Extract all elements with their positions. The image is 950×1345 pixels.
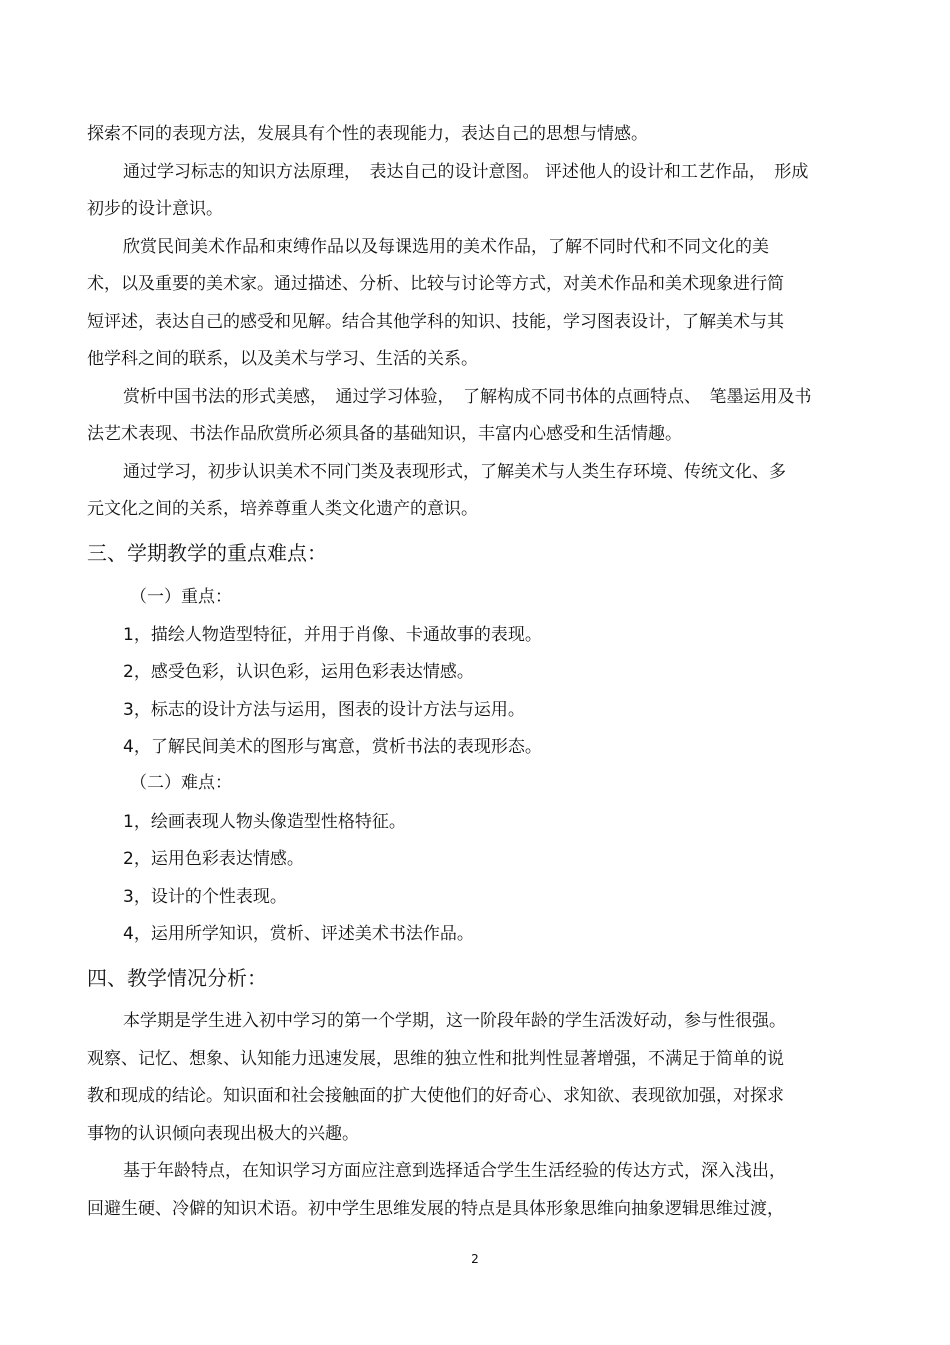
subsection-label: （二）难点： — [130, 773, 232, 793]
paragraph-line: 观察、记忆、想象、认知能力迅速发展，思维的独立性和批判性显著增强，不满足于简单的说 — [87, 1049, 784, 1069]
list-item: 2，感受色彩，认识色彩，运用色彩表达情感。 — [123, 662, 474, 682]
paragraph-line: 事物的认识倾向表现出极大的兴趣。 — [87, 1124, 359, 1144]
paragraph-line: 法艺术表现、书法作品欣赏所必须具备的基础知识，丰富内心感受和生活情趣。 — [87, 424, 682, 444]
section-heading: 三、学期教学的重点难点： — [87, 541, 327, 565]
paragraph-line: 欣赏民间美术作品和束缚作品以及每课选用的美术作品，了解不同时代和不同文化的美 — [123, 237, 769, 257]
section-heading: 四、教学情况分析： — [87, 966, 267, 990]
paragraph-line: 本学期是学生进入初中学习的第一个学期，这一阶段年龄的学生活泼好动，参与性很强。 — [123, 1011, 786, 1031]
list-item: 4，运用所学知识，赏析、评述美术书法作品。 — [123, 924, 474, 944]
list-item: 2，运用色彩表达情感。 — [123, 849, 304, 869]
paragraph-line: 回避生硬、冷僻的知识术语。初中学生思维发展的特点是具体形象思维向抽象逻辑思维过渡， — [87, 1199, 784, 1219]
paragraph-line: 通过学习，初步认识美术不同门类及表现形式，了解美术与人类生存环境、传统文化、多 — [123, 462, 786, 482]
page-number: 2 — [471, 1252, 479, 1266]
paragraph-line: 基于年龄特点，在知识学习方面应注意到选择适合学生生活经验的传达方式，深入浅出， — [123, 1161, 786, 1181]
list-item: 3，标志的设计方法与运用，图表的设计方法与运用。 — [123, 700, 525, 720]
paragraph-line: 赏析中国书法的形式美感， 通过学习体验， 了解构成不同书体的点画特点、 笔墨运用及书 — [123, 387, 812, 407]
paragraph-line: 探索不同的表现方法，发展具有个性的表现能力，表达自己的思想与情感。 — [87, 124, 648, 144]
subsection-label: （一）重点： — [130, 587, 232, 607]
paragraph-line: 教和现成的结论。知识面和社会接触面的扩大使他们的好奇心、求知欲、表现欲加强，对探求 — [87, 1086, 784, 1106]
paragraph-line: 他学科之间的联系，以及美术与学习、生活的关系。 — [87, 349, 478, 369]
list-item: 4，了解民间美术的图形与寓意，赏析书法的表现形态。 — [123, 737, 542, 757]
list-item: 1，绘画表现人物头像造型性格特征。 — [123, 812, 406, 832]
list-item: 3，设计的个性表现。 — [123, 887, 287, 907]
paragraph-line: 元文化之间的关系，培养尊重人类文化遗产的意识。 — [87, 499, 478, 519]
paragraph-line: 术，以及重要的美术家。通过描述、分析、比较与讨论等方式，对美术作品和美术现象进行简 — [87, 274, 784, 294]
paragraph-line: 通过学习标志的知识方法原理， 表达自己的设计意图。 评述他人的设计和工艺作品， 形成 — [123, 162, 809, 182]
paragraph-line: 短评述，表达自己的感受和见解。结合其他学科的知识、技能，学习图表设计，了解美术与其 — [87, 312, 784, 332]
list-item: 1，描绘人物造型特征，并用于肖像、卡通故事的表现。 — [123, 625, 542, 645]
paragraph-line: 初步的设计意识。 — [87, 199, 223, 219]
